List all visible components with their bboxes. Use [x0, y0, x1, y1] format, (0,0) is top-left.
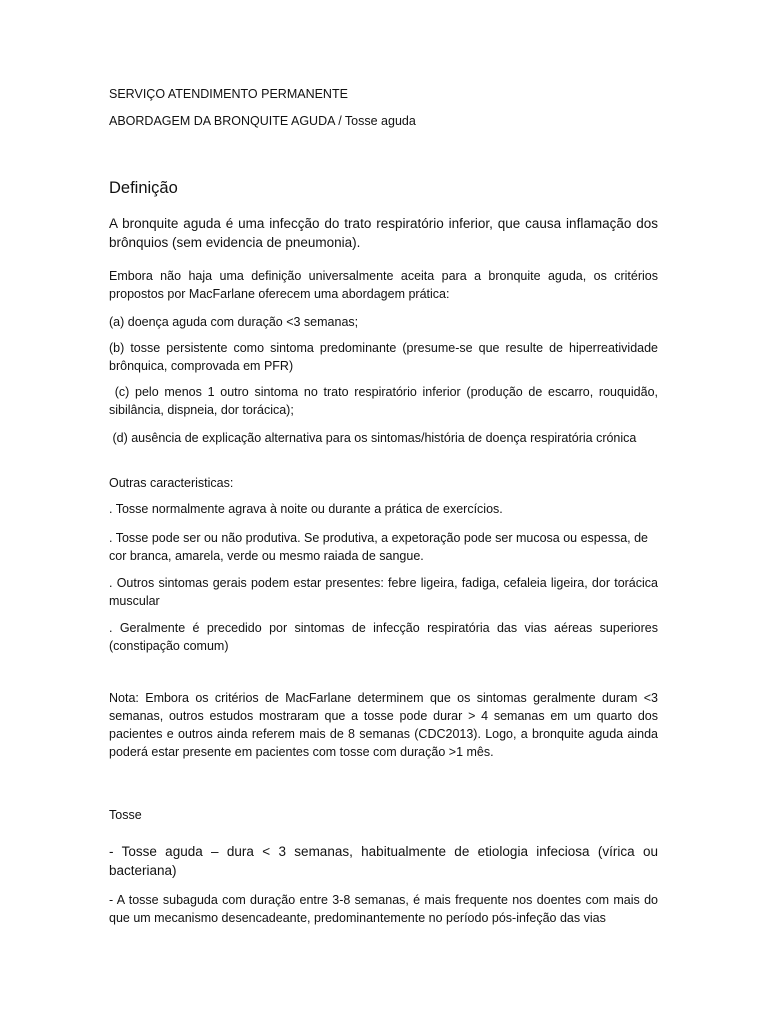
- header-service: SERVIÇO ATENDIMENTO PERMANENTE: [109, 87, 348, 101]
- nota-paragraph: Nota: Embora os critérios de MacFarlane determinem que os sintomas geralmente duram <3 semanas, outros estudos mostraram que a tosse pode durar > 4 semanas em um quarto dos pacientes e outros ainda referem mais de 8 semanas (CDC2013). Logo, a bronquite aguda ainda poderá estar presente em pacientes com tosse com duração >1 mês.: [109, 691, 658, 759]
- criterion-c: (c) pelo menos 1 outro sintoma no trato respiratório inferior (produção de escarro, rouquidão, sibilância, dispneia, dor torácica);: [109, 385, 662, 417]
- header-title: ABORDAGEM DA BRONQUITE AGUDA / Tosse aguda: [109, 114, 416, 128]
- criterion-a: (a) doença aguda com duração <3 semanas;: [109, 315, 359, 329]
- outras-item-1: . Tosse normalmente agrava à noite ou durante a prática de exercícios.: [109, 502, 503, 516]
- outras-item-2: . Tosse pode ser ou não produtiva. Se produtiva, a expetoração pode ser mucosa ou espessa, de cor branca, amarela, verde ou mesmo raiada de sangue.: [109, 531, 649, 563]
- criterion-b: (b) tosse persistente como sintoma predominante (presume-se que resulte de hiperreatividade brônquica, comprovada em PFR): [109, 341, 658, 373]
- section-heading-tosse: Tosse: [109, 808, 142, 822]
- criteria-intro: Embora não haja uma definição universalmente aceita para a bronquite aguda, os critérios propostos por MacFarlane oferecem uma abordagem prática:: [109, 269, 658, 301]
- definition-paragraph: A bronquite aguda é uma infecção do trato respiratório inferior, que causa inflamação dos brônquios (sem evidencia de pneumonia).: [109, 216, 658, 250]
- tosse-subaguda: - A tosse subaguda com duração entre 3-8 semanas, é mais frequente nos doentes com mais do que um mecanismo desencadeante, predominantemente no período pós-infeção das vias: [109, 893, 658, 925]
- outras-item-4: . Geralmente é precedido por sintomas de infecção respiratória das vias aéreas superiores (constipação comum): [109, 621, 658, 653]
- criterion-d: (d) ausência de explicação alternativa para os sintomas/história de doença respiratória crónica: [109, 431, 637, 445]
- section-heading-outras: Outras caracteristicas:: [109, 476, 234, 490]
- outras-item-3: . Outros sintomas gerais podem estar presentes: febre ligeira, fadiga, cefaleia ligeira, dor torácica muscular: [109, 576, 658, 608]
- section-heading-definicao: Definição: [109, 179, 178, 197]
- tosse-aguda: - Tosse aguda – dura < 3 semanas, habitualmente de etiologia infeciosa (vírica ou bacteriana): [109, 844, 658, 878]
